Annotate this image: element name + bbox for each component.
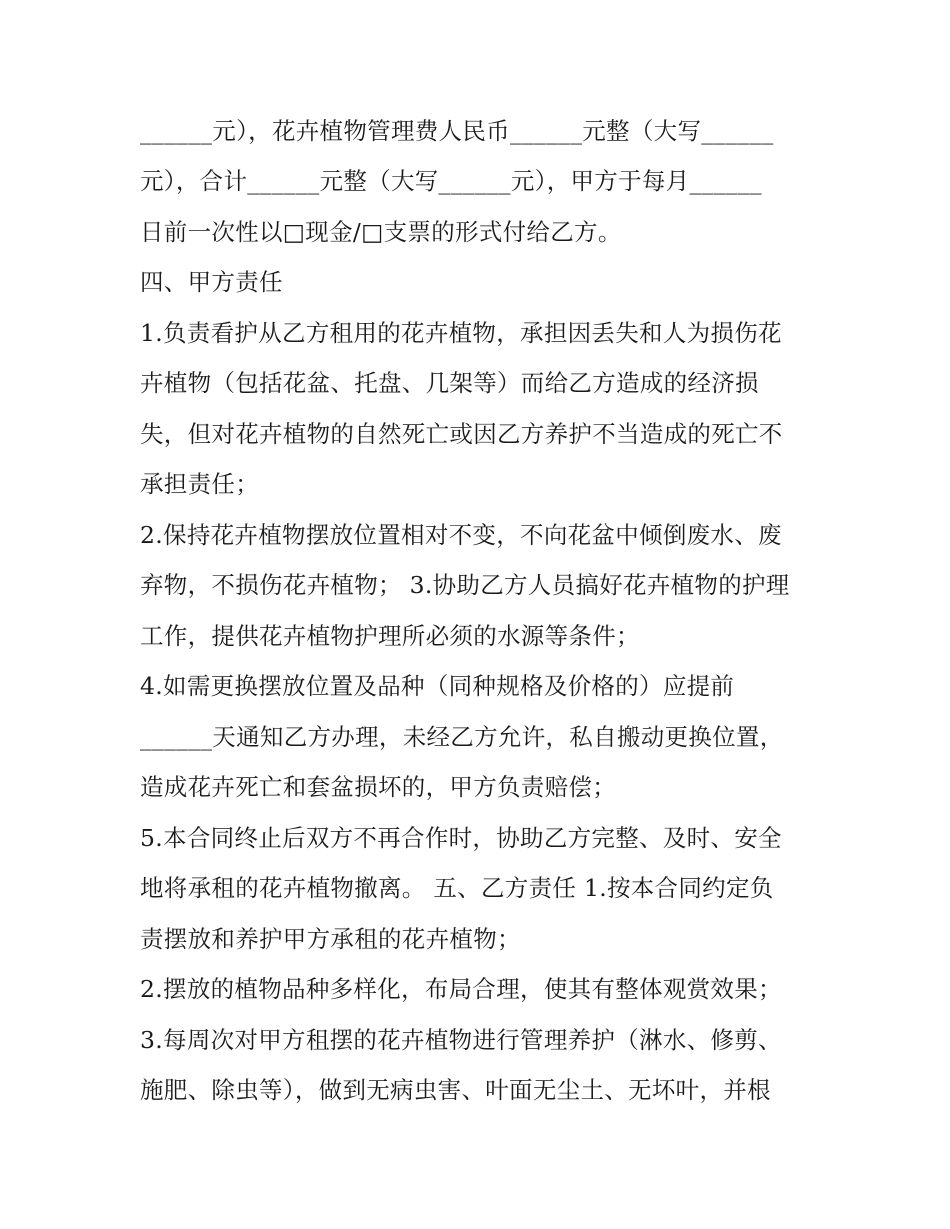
text-line: 1.负责看护从乙方租用的花卉植物，承担因丢失和人为损伤花 [140,319,782,347]
text-line: 工作，提供花卉植物护理所必须的水源等条件； [140,622,640,650]
text-line: 3.每周次对甲方租摆的花卉植物进行管理养护（淋水、修剪、 [140,1026,782,1054]
text-line: 弃物，不损伤花卉植物； 3.协助乙方人员搞好花卉植物的护理 [140,571,790,599]
text-line: 承担责任； [140,470,259,498]
text-line: 5.本合同终止后双方不再合作时，协助乙方完整、及时、安全 [140,824,782,852]
text-line: 2.摆放的植物品种多样化，布局合理，使其有整体观赏效果； [140,975,782,1003]
text-line: 元），合计______元整（大写______元），甲方于每月______ [140,167,762,195]
text-line: 2.保持花卉植物摆放位置相对不变，不向花盆中倾倒废水、废 [140,521,782,549]
text-line: 施肥、除虫等），做到无病虫害、叶面无尘土、无坏叶，并根 [140,1076,771,1104]
text-line: 地将承租的花卉植物撤离。 五、乙方责任 1.按本合同约定负 [140,874,774,902]
text-line: ______元），花卉植物管理费人民币______元整（大写______ [140,117,774,145]
text-line: 日前一次性以□现金/□支票的形式付给乙方。 [140,218,622,246]
text-line: 4.如需更换摆放位置及品种（同种规格及价格的）应提前 [140,672,735,700]
text-line: 失，但对花卉植物的自然死亡或因乙方养护不当造成的死亡不 [140,420,783,448]
section-heading: 四、甲方责任 [140,268,283,296]
text-line: 卉植物（包括花盆、托盘、几架等）而给乙方造成的经济损 [140,369,759,397]
text-line: ______天通知乙方办理，未经乙方允许，私自搬动更换位置， [140,723,784,751]
text-line: 造成花卉死亡和套盆损坏的，甲方负责赔偿； [140,773,616,801]
text-line: 责摆放和养护甲方承租的花卉植物； [140,925,521,953]
